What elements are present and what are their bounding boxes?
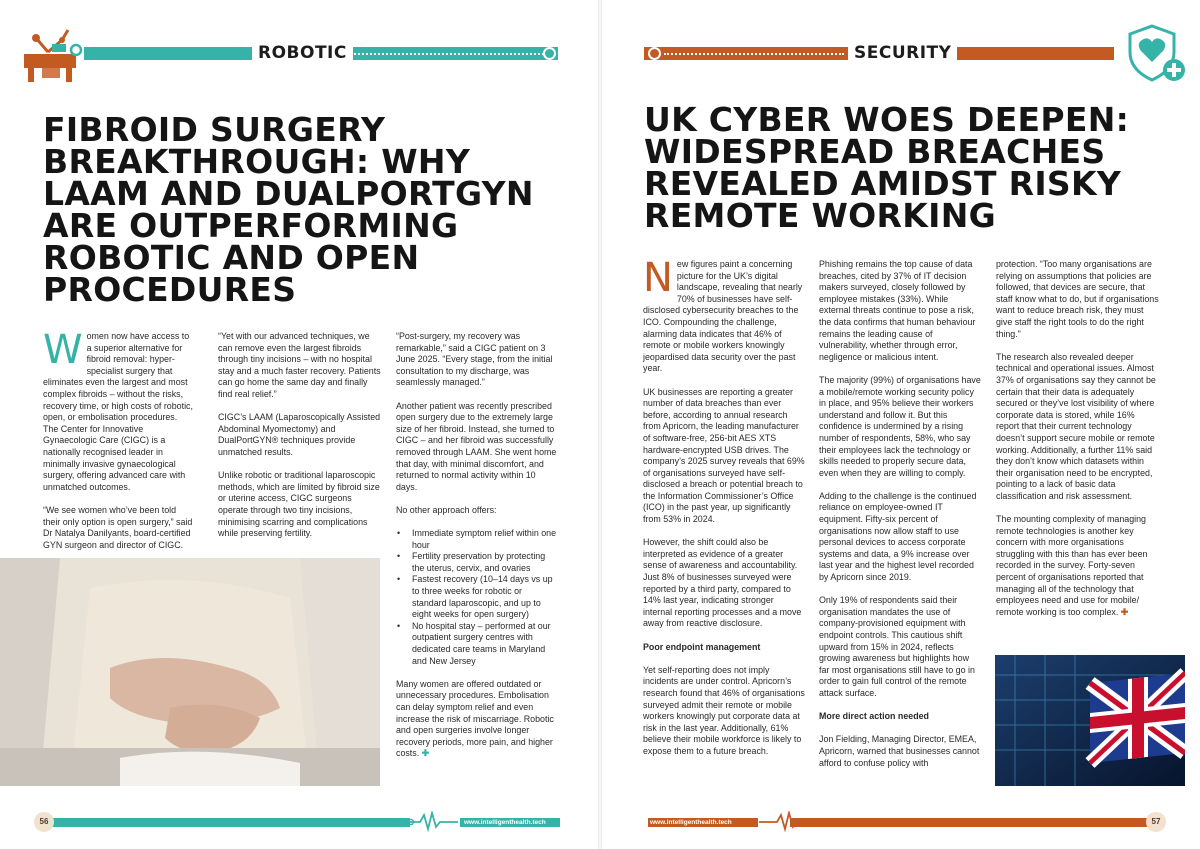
left-col1-p2: “We see women who’ve been told their only option is open surgery,” said Dr Natalya Danilyants, board-certified GYN surgeon and director of CIGC. — [43, 504, 193, 550]
right-column-1 — [643, 255, 805, 758]
right-col1-p3: However, the shift could also be interpreted as evidence of a greater sense of awareness and accountability. Just 8% of businesses surveyed were reported by a third party, compared to 14% last year, indicating stronger internal reporting processes and a move away from reactive disclosure. — [643, 537, 802, 629]
right-col2-p1: Phishing remains the top cause of data breaches, cited by 37% of IT decision makers surveyed, closely followed by employee mistakes (33%). While external threats continue to pose a risk, the data confirms that human behaviour remains the leading cause of vulnerability, whether through error, negligence or malicious intent. — [819, 259, 976, 362]
left-column-2 — [218, 331, 383, 540]
heartbeat-pulse-icon — [759, 811, 809, 833]
right-col3-p1: protection. “Too many organisations are relying on assumptions that policies are followed, that devices are secure, that staff know what to do, but if organisations want to reduce breach risk, they must give staff the right tools to do the right thing.” — [996, 259, 1159, 339]
right-col2-p2: The majority (99%) of organisations have a mobile/remote working security policy in place, and 95% believe their workers understand and follow it. But this confidence is undermined by a rising number of respondents, 58%, who say their employees lack the technology or skills needed to properly secure data, even when they are willing to comply. — [819, 374, 981, 478]
dropcap-n: N — [643, 255, 673, 301]
heartbeat-pulse-icon — [408, 811, 458, 833]
left-col3-p1: “Post-surgery, my recovery was remarkable,” said a CIGC patient on 3 June 2025. “Every stage, from the initial consultation to my discharge, was seamlessly managed.” — [396, 331, 553, 388]
subheading-poor-endpoint: Poor endpoint management — [643, 641, 761, 652]
section-bar-ring — [648, 47, 661, 60]
union-jack-digital-photo — [995, 655, 1185, 786]
bullet-item: • Fastest recovery (10–14 days vs up to three weeks for robotic or standard laparoscopic, and up to eight weeks for open surgery) — [396, 574, 558, 620]
bullet-item: • No hospital stay – performed at our outpatient surgery centres with dedicated care teams in Maryland and New Jersey — [396, 621, 558, 667]
left-col1-p1: omen now have access to a superior alternative for fibroid removal: hyper-specialist surgery that eliminates even the largest and most complex fibroids – without the risks, recovery time, or high costs of robotic, open, or embolisation procedures. The Center for Innovative Gynaecologic Care (CIGC) is a nationally recognised leader in minimally invasive gynaecological surgery, offering advanced care with unmatched outcomes. — [43, 331, 193, 492]
left-col3-p2: Another patient was recently prescribed open surgery due to the extremely large size of her fibroid. Instead, she turned to CIGC – and her fibroid was successfully removed through LAAM. She went home that day, with minimal discomfort, and returned to normal activity within 10 days. — [396, 400, 557, 492]
left-col2-p1: “Yet with our advanced techniques, we can remove even the largest fibroids through tiny incisions – with no hospital stay and a much faster recovery. Patients can go home the same day and finally find real relief.” — [218, 331, 381, 399]
right-col3-p3: The mounting complexity of managing remote technologies is another key concern with more organisations struggling with this than has ever been recorded in the survey. Forty-seven percent of organisations reported that managing all of the technology that employees need and use for mobile/ remote working is too complex. — [996, 514, 1148, 617]
left-column-3 — [396, 331, 558, 760]
union-jack-illustration — [995, 655, 1185, 786]
left-headline: FIBROID SURGERY BREAKTHROUGH: WHY LAAM AND DUALPORTGYN ARE OUTPERFORMING ROBOTIC AND OPEN PROCEDURES — [43, 110, 534, 309]
left-col2-p3: Unlike robotic or traditional laparoscopic methods, which are limited by fibroid size or uterine access, CIGC surgeons operate through two tiny incisions, minimising scarring and complications while preserving fertility. — [218, 470, 380, 539]
right-col2-p3: Adding to the challenge is the continued reliance on employee-owned IT equipment. Fifty-six percent of organisations now allow staff to use personal devices to access corporate systems and data, a 9% increase over last year and the highest level recorded by Apricorn since 2019. — [819, 490, 977, 583]
section-bar-ring — [543, 47, 556, 60]
footer-bar-right — [790, 818, 1160, 827]
end-mark-plus-icon: ✚ — [1120, 606, 1129, 617]
left-col2-p2: CIGC’s LAAM (Laparoscopically Assisted Abdominal Myomectomy) and DualPortGYN® techniques provide unmatched results. — [218, 412, 381, 457]
page-number-right: 57 — [1146, 812, 1166, 832]
right-col2-p4: Only 19% of respondents said their organisation mandates the use of company-provisioned equipment with endpoint controls. This cautious shift upward from 15% in 2024, reflects growing awareness but highlights how far most organisations still have to go in order to gain full control of the remote attack surface. — [819, 595, 975, 698]
right-column-2 — [819, 259, 981, 769]
dropcap-w: W — [43, 327, 83, 373]
page-number-left: 56 — [34, 812, 54, 832]
robotic-arm-icon — [22, 26, 84, 84]
footer-url-left[interactable]: www.intelligenthealth.tech — [460, 818, 560, 827]
right-col1-p4: Yet self-reporting does not imply incidents are under control. Apricorn’s research found that 46% of organisations surveyed admit their remote or mobile workers knowingly put corporate data at risk in the last year. Additionally, 61% believe their mobile workforce is likely to expose them to a future breach. — [643, 664, 805, 756]
footer-url-right[interactable]: www.intelligenthealth.tech — [648, 818, 758, 827]
right-headline: UK CYBER WOES DEEPEN: WIDESPREAD BREACHES REVEALED AMIDST RISKY REMOTE WORKING — [644, 100, 1130, 235]
section-bar-dots — [354, 53, 544, 55]
left-col3-p3: No other approach offers: — [396, 504, 497, 515]
right-col1-p2: UK businesses are reporting a greater number of data breaches than ever before, according to annual research from Apricorn, the leading manufacturer of software-free, 256-bit AES XTS hardware-encrypted USB drives. The company’s 2025 survey reveals that 69% of organisations surveyed have self-disclosed a breach or potential breach to the Information Commissioner’s Office (ICO) in the past year, up significantly from 53% in 2024. — [643, 386, 805, 525]
right-col1-p1: ew figures paint a concerning picture for the UK’s digital landscape, revealing that nearly 70% of businesses have self-disclosed cybersecurity breaches to the ICO. Compounding the challenge, alarming data indicates that 46% of remote or mobile workers knowingly jeopardised data security over the past year. — [643, 259, 803, 374]
section-label-security: SECURITY — [848, 43, 957, 63]
section-label-robotic: ROBOTIC — [252, 43, 353, 63]
subheading-more-direct: More direct action needed — [819, 711, 929, 722]
abdominal-pain-photo — [0, 558, 380, 786]
footer-bar-left — [40, 818, 410, 827]
bullet-item: • Fertility preservation by protecting the uterus, cervix, and ovaries — [396, 551, 558, 574]
right-col3-p2: The research also revealed deeper technical and operational issues. Almost 37% of organisations say they cannot be certain that their data is adequately secured or they’ve lost visibility of where corporate data is stored, while 16% report that their current technology doesn’t support secure mobile or remote working. Additionally, a further 11% said they don’t know which datasets within their organisation need to be encrypted, pointing to a lack of basic data classification and risk assessment. — [996, 351, 1156, 501]
right-column-3 — [996, 259, 1159, 618]
end-mark-plus-icon: ✚ — [421, 748, 430, 759]
shield-heart-icon — [1124, 22, 1186, 84]
left-col3-p4: Many women are offered outdated or unnecessary procedures. Embolisation can delay symptom relief and even increase the risk of miscarriage. Robotic and open surgeries involve longer recovery periods, more pain, and higher costs. — [396, 678, 554, 759]
left-col3-bullets — [396, 528, 558, 667]
right-col2-p5: Jon Fielding, Managing Director, EMEA, Apricorn, warned that businesses cannot afford to confuse policy with — [819, 734, 980, 768]
section-bar-dots — [664, 53, 844, 55]
abdominal-pain-illustration — [0, 558, 380, 786]
bullet-item: • Immediate symptom relief within one hour — [396, 528, 558, 551]
page-gutter — [598, 0, 602, 849]
left-column-1 — [43, 327, 193, 551]
